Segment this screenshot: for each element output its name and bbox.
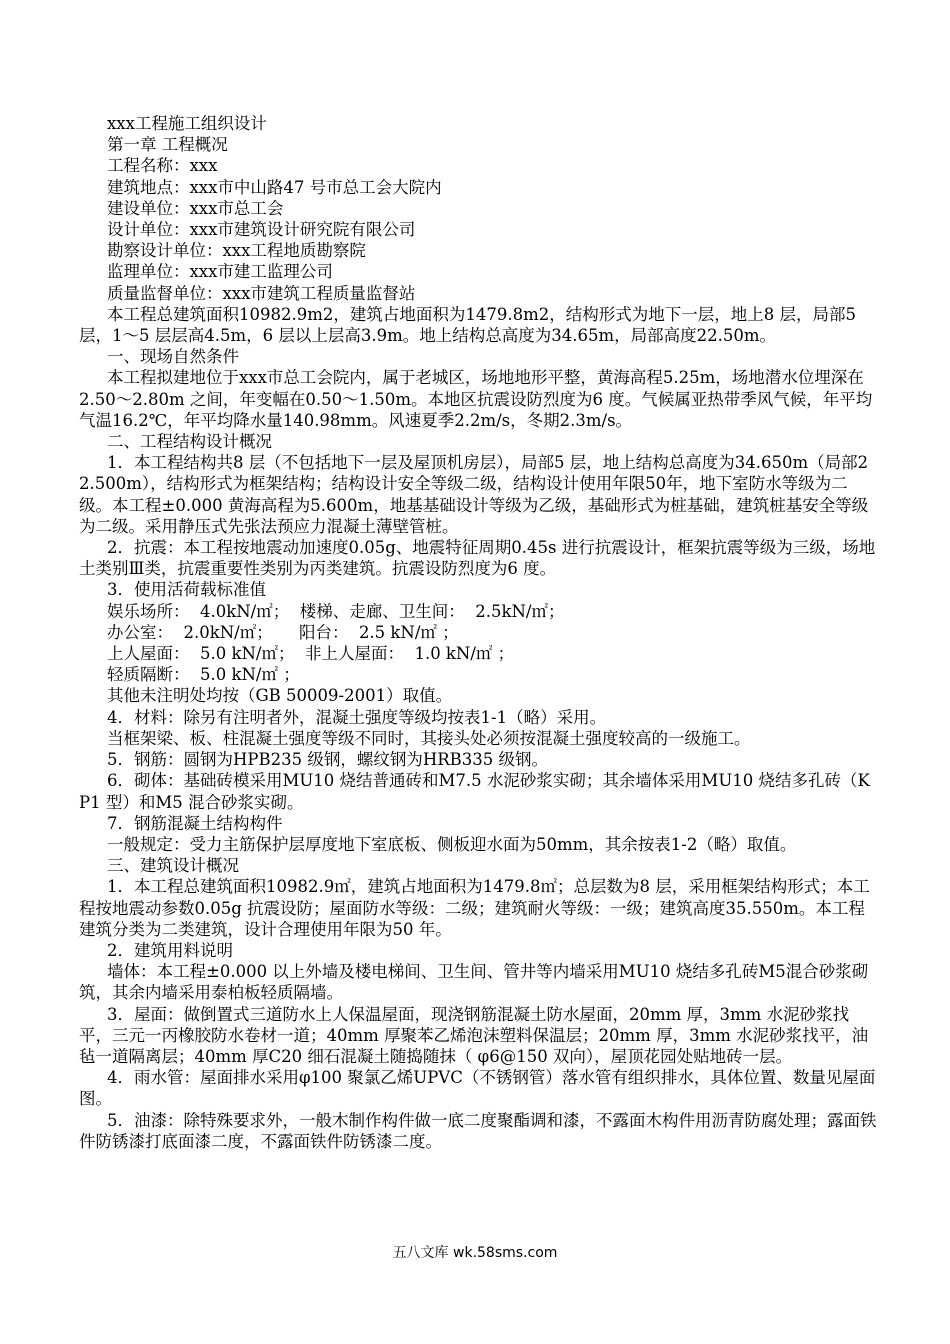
structure-item-4-note: 当框架梁、板、柱混凝土强度等级不同时，其接头处必须按混凝土强度较高的一级施工。 <box>107 728 751 748</box>
structure-item-6: 6．砌体：基础砖模采用MU10 烧结普通砖和M7.5 水泥砂浆实砌；其余墙体采用MU10 烧结多孔砖（KP1 型）和M5 混合砂浆实砌。 <box>79 771 870 812</box>
load-line-1: 娱乐场所： 4.0kN/㎡； 楼梯、走廊、卫生间： 2.5kN/㎡； <box>107 601 565 621</box>
structure-item-3: 3．使用活荷载标准值 <box>107 580 266 600</box>
quality-supervision-unit: 质量监督单位：xxx市建筑工程质量监督站 <box>107 283 416 303</box>
section-heading-site: 一、现场自然条件 <box>107 347 239 367</box>
site-conditions-paragraph: 本工程拟建地位于xxx市总工会院内，属于老城区，场地地形平整，黄海高程5.25m，场地潜水位埋深在2.50～2.80m 之间，年变幅在0.50～1.50m。本地区抗震设防烈度为6 度。气候属亚热带季风气候，年平均气温16.2℃，年平均降水量140.98mm。风速夏季2.2m/s，冬期2.3m/s。 <box>79 368 873 430</box>
page-footer: 五八文库 wk.58sms.com <box>392 1245 558 1261</box>
project-location: 建筑地点：xxx市中山路47 号市总工会大院内 <box>107 177 442 197</box>
load-line-4: 轻质隔断： 5.0 kN/㎡ ； <box>107 665 300 685</box>
supervision-unit: 监理单位：xxx市建工监理公司 <box>107 262 333 282</box>
architecture-item-5: 5．油漆：除特殊要求外，一般木制作构件做一底二度聚酯调和漆，不露面木构件用沥青防腐处理；露面铁件防锈漆打底面漆二度，不露面铁件防锈漆二度。 <box>79 1110 877 1151</box>
structure-item-1: 1．本工程结构共8 层（不包括地下一层及屋顶机房层），局部5 层，地上结构总高度为34.650m（局部22.500m），结构形式为框架结构；结构设计安全等级二级，结构设计使用年限50年，地下室防水等级为二级。本工程±0.000 黄海高程为5.600m，地基基础设计等级为乙级，基础形式为桩基础，建筑桩基安全等级为二级。采用静压式先张法预应力混凝土薄壁管桩。 <box>79 453 869 536</box>
load-line-2: 办公室： 2.0kN/㎡； 阳台： 2.5 kN/㎡ ； <box>107 622 459 642</box>
load-line-5: 其他未注明处均按（GB 50009-2001）取值。 <box>107 686 453 706</box>
document-body <box>79 113 879 1152</box>
structure-item-7-general: 一般规定：受力主筋保护层厚度地下室底板、侧板迎水面为50mm，其余按表1-2（略）取值。 <box>107 834 797 854</box>
structure-item-4: 4．材料：除另有注明者外，混凝土强度等级均按表1-1（略）采用。 <box>107 707 607 727</box>
survey-unit: 勘察设计单位：xxx工程地质勘察院 <box>107 241 366 261</box>
chapter-heading: 第一章 工程概况 <box>107 135 228 155</box>
overview-paragraph: 本工程总建筑面积10982.9m2，建筑占地面积为1479.8m2，结构形式为地下一层，地上8 层，局部5 层，1～5 层层高4.5m，6 层以上层高3.9m。地上结构总高度为34.65m，局部高度22.50m。 <box>79 304 862 346</box>
structure-item-7: 7．钢筋混凝土结构构件 <box>107 813 283 833</box>
architecture-item-2: 2．建筑用料说明 <box>107 940 233 960</box>
section-heading-structure: 二、工程结构设计概况 <box>107 432 272 452</box>
load-line-3: 上人屋面： 5.0 kN/㎡； 非上人屋面： 1.0 kN/㎡ ； <box>107 644 515 664</box>
doc-title: xxx工程施工组织设计 <box>107 114 267 133</box>
section-heading-architecture: 三、建筑设计概况 <box>107 856 239 876</box>
design-unit: 设计单位：xxx市建筑设计研究院有限公司 <box>107 220 416 240</box>
structure-item-5: 5．钢筋：圆钢为HPB235 级钢，螺纹钢为HRB335 级钢。 <box>107 750 549 770</box>
architecture-walls: 墙体：本工程±0.000 以上外墙及楼电梯间、卫生间、管井等内墙采用MU10 烧结多孔砖M5混合砂浆砌筑，其余内墙采用泰柏板轻质隔墙。 <box>79 962 869 1003</box>
architecture-item-3: 3．屋面：做倒置式三道防水上人保温屋面，现浇钢筋混凝土防水屋面，20mm 厚，3mm 水泥砂浆找平，三元一丙橡胶防水卷材一道；40mm 厚聚苯乙烯泡沫塑料保温层；20mm 厚，3mm 水泥砂浆找平，油毡一道隔离层；40mm 厚C20 细石混凝土随捣随抹（ φ6@150 双向），屋顶花园处贴地砖一层。 <box>79 1004 869 1066</box>
architecture-item-4: 4．雨水管：屋面排水采用φ100 聚氯乙烯UPVC（不锈钢管）落水管有组织排水，具体位置、数量见屋面图。 <box>79 1068 876 1109</box>
construction-unit: 建设单位：xxx市总工会 <box>107 198 284 218</box>
structure-item-2: 2．抗震：本工程按地震动加速度0.05g、地震特征周期0.45s 进行抗震设计，框架抗震等级为三级，场地土类别Ⅲ类，抗震重要性类别为丙类建筑。抗震设防烈度为6 度。 <box>79 538 876 579</box>
project-name: 工程名称：xxx <box>107 156 218 176</box>
architecture-item-1: 1．本工程总建筑面积10982.9㎡，建筑占地面积为1479.8㎡；总层数为8 层，采用框架结构形式；本工程按地震动参数0.05g 抗震设防；屋面防水等级：二级；建筑耐火等级：一级；建筑高度35.550m。本工程建筑分类为二类建筑，设计合理使用年限为50 年。 <box>79 877 870 939</box>
